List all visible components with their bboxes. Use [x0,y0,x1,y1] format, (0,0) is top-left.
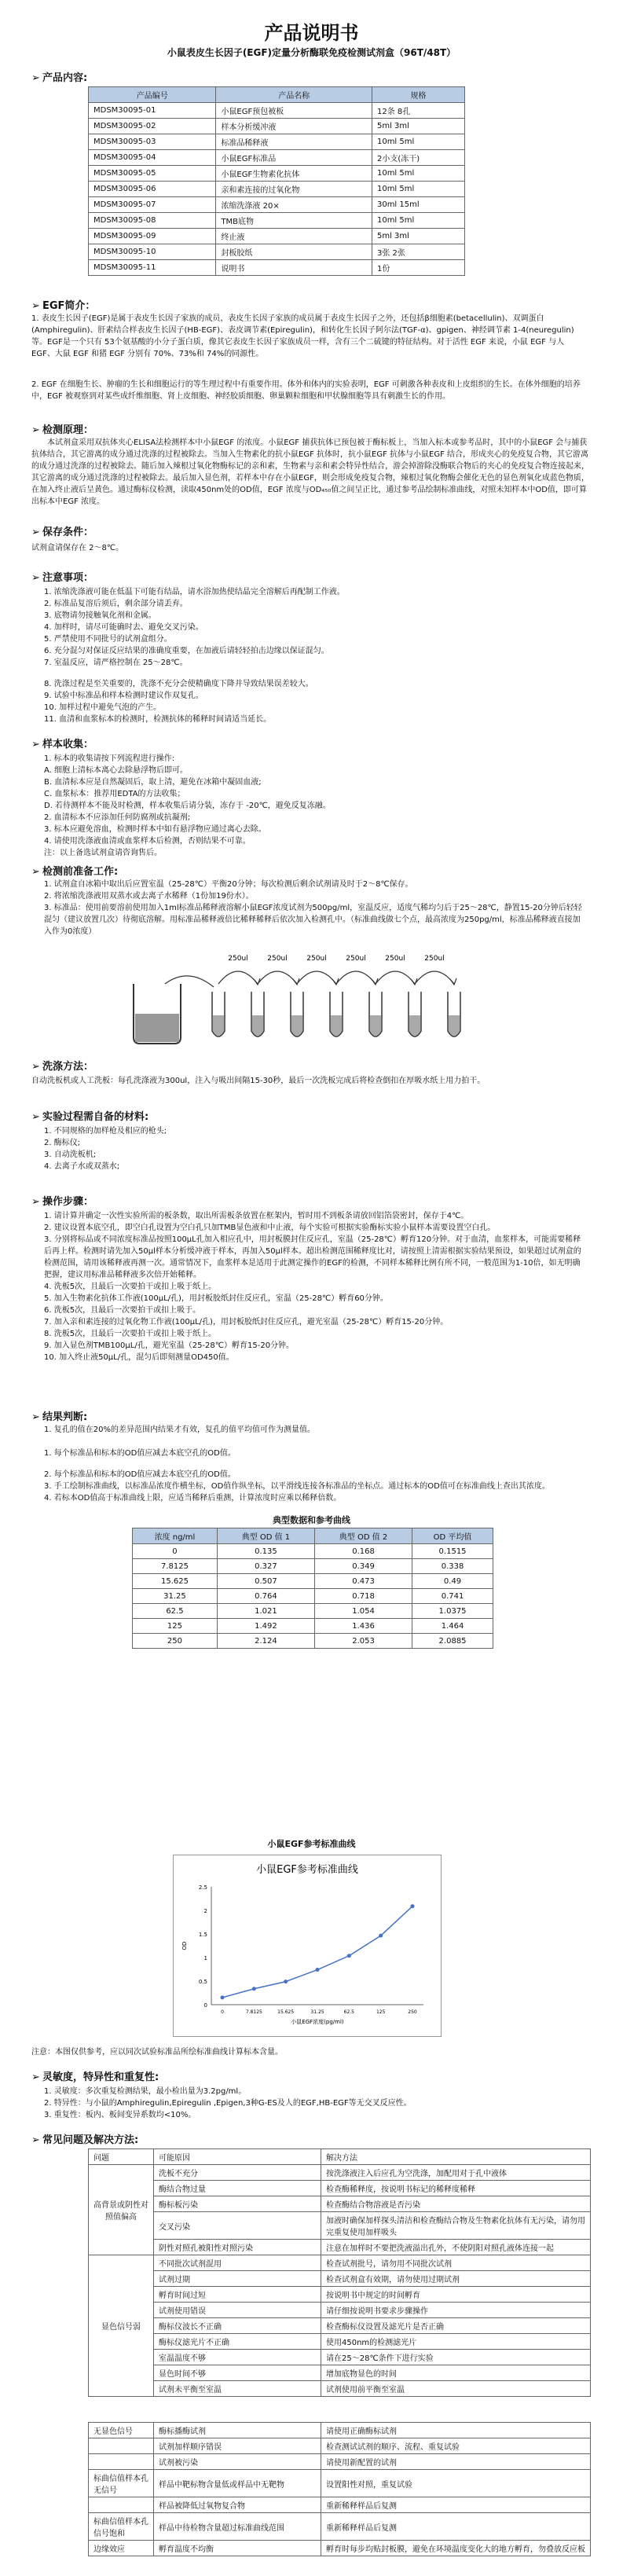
faq-cause: 酶结合物过量 [154,2181,321,2196]
principle-heading: ➢ 检测原理： [31,424,94,436]
table-cell: 0.473 [315,1574,412,1589]
faq-cause: 洗板不充分 [154,2165,321,2181]
table-cell: 0.338 [412,1559,493,1574]
sample-item: A. 细胞上清标本离心去除悬浮物后即可。 [44,766,189,775]
faq-problem: 高背景或阴性对照值偏高 [89,2165,154,2255]
notes-list [44,586,586,725]
x-tick-label: 15.625 [277,2009,295,2015]
sensitivity-item: 2. 特异性：与小鼠的Amphiregulin,Epiregulin ,Epigen,3种G-ES及人的EGF,HB-EGF等无交叉反应性。 [44,2099,412,2108]
table-cell: 0.327 [217,1559,314,1574]
table-cell: 0.507 [217,1574,314,1589]
table-cell: 1份 [372,260,464,276]
table-cell: 1.0375 [412,1604,493,1619]
table-cell: MDSM30095-05 [89,166,216,182]
sensitivity-item: 1. 灵敏度：多次重复检测结果，最小检出量为3.2pg/ml。 [44,2087,247,2096]
faq-table-continued [88,2422,591,2556]
transfer-arrow [376,971,415,984]
contents-table [88,86,465,276]
washing-heading: ➢ 洗涤方法： [31,1061,94,1073]
table-row [89,2381,591,2397]
faq-problem [89,2454,154,2470]
data-point [221,1995,225,1999]
column-header: 解决方法 [321,2149,591,2165]
step-item: 5. 加入生物素化抗体工作液(100μL/孔)，用封板胶纸封住反应孔，室温（25-28℃）孵育60分钟。 [44,1294,388,1303]
sample-item: 4. 请使用洗涤液血清或血浆样本后检测，否则结果不可靠。 [44,837,251,846]
data-point [316,1968,320,1972]
test-tube-icon [212,992,225,1037]
x-tick-label: 31.25 [310,2009,324,2015]
test-tube-icon [291,992,303,1037]
faq-cause: 酶标播酶试剂 [154,2423,321,2438]
standard-curve-chart-box [173,1855,442,2037]
dilution-volume-label: 250ul [385,955,405,963]
table-cell: 0.1515 [412,1544,493,1559]
dilution-diagram [126,952,487,1047]
material-item: 2. 酶标仪; [44,1139,81,1147]
table-row [89,182,465,197]
faq-problem [89,2438,154,2454]
table-row [89,197,465,213]
step-item: 7. 加入亲和素连接的过氧化物工作液(100μL/孔)，用封板胶纸封住反应孔，避光室温（25-28℃）孵育15-20分钟。 [44,1318,449,1327]
table-cell: 小鼠EGF生物素化抗体 [216,166,372,182]
washing-text: 自动洗板机或人工洗板：每孔洗涤液为300ul，注入与吸出间隔15-30秒，最后一次洗板完成后将检查倒扣在厚吸水纸上用力拍干。 [31,1077,486,1085]
table-cell: 样本分析缓冲液 [216,119,372,134]
table-row [89,2334,591,2350]
y-tick-label: 0.5 [198,1979,207,1985]
table-row [89,2255,591,2271]
faq-solution: 检查酶标仪设置及滤光片是否正确 [321,2318,591,2334]
table-cell: 0.135 [217,1544,314,1559]
results-heading: ➢ 结果判断: [31,1411,88,1423]
table-row [89,103,465,119]
faq-solution: 检查酶稀释度，按说明书标记的稀释度稀释 [321,2181,591,2196]
test-tube-icon [251,992,264,1037]
faq-solution: 重新稀释样品后复测 [321,2513,591,2541]
faq-solution: 试剂使用前平衡至室温 [321,2381,591,2397]
faq-cause: 酶标仪波长不正确 [154,2318,321,2334]
faq-problem: 标曲信值样本孔无信号 [89,2470,154,2497]
table-cell: 5ml 3ml [372,119,464,134]
x-axis-label: 小鼠EGF浓度(pg/ml) [291,2019,344,2025]
faq-cause: 阴性对照孔被阳性对照污染 [154,2240,321,2255]
faq-heading: ➢ 常见问题及解决方法: [31,2134,139,2146]
table-cell: 终止液 [216,229,372,244]
x-tick-label: 62.5 [343,2009,355,2015]
table-cell: 10ml 5ml [372,182,464,197]
faq-cause: 酶标仪滤光片不正确 [154,2334,321,2350]
data-point [284,1980,288,1983]
faq-cause: 样品被降低过氧物复合物 [154,2497,321,2513]
table-cell: 5ml 3ml [372,229,464,244]
table-cell: MDSM30095-04 [89,150,216,166]
faq-solution: 检查酶结合物溶液是否污染 [321,2196,591,2212]
results-intro: 1. 复孔的值在20%的差异范围内结果才有效，复孔的值平均值可作为测量值。 [44,1426,315,1434]
note-item: 10. 加样过程中避免气泡的产生。 [44,703,162,712]
egf-intro-para-2: 2. EGF 在细胞生长、肿瘤的生长和细胞运行的等生理过程中有重要作用。体外和体内的实验表明，EGF 可刺激各种表皮和上皮组织的生长。在体外细胞的培养中，EGF 被观察到对某些成纤维细胞、肾上皮细胞、神经胶质细胞、卵巢颗粒细胞和甲状腺细胞等具有刺激生长的作用。 [31,380,581,401]
chart-title: 小鼠EGF参考标准曲线 [256,1864,358,1876]
faq-cause: 试剂使用错误 [154,2303,321,2318]
table-row [89,260,465,276]
x-tick-label: 0 [221,2009,224,2015]
faq-solution: 检查试剂批号，请勿用不同批次试剂 [321,2255,591,2271]
step-item: 3. 分别将标品或不同浓度标准品按照100μL孔加入相应孔中，用封板膜封住反应孔，室温（25-28℃）孵育120分钟。对于血清，血浆样本，可能需要稀释后再上样。检测时请先加入50μl样本分析缓冲液于样本，再加入50μl样本。超出检测范围稀释度比对，请按照上清需根据实验结果预设，如果超过试剂盒的检测范围，请用该稀释液再测一次。通常情况下，血浆样本是适用于此测定操作的EGF的检测，不同样本稀释比例有所不同，一般范围为1-10倍，如无明确把握，建议用标准品稀释液多次倍开始稀释。 [44,1235,581,1279]
table-row [89,2318,591,2334]
test-tube-icon [330,992,343,1037]
result-item [44,1459,586,1469]
sample-heading: ➢ 样本收集： [31,739,94,750]
faq-cause: 显色时间不够 [154,2365,321,2381]
faq-cause: 试剂未平衡至室温 [154,2381,321,2397]
faq-problem: 无显色信号 [89,2423,154,2438]
faq-solution: 按洗涤液注入后应孔为空洗涤，加配用对于孔中液体 [321,2165,591,2181]
sample-item: 注：以上备选试剂盒请咨询售后。 [44,849,162,857]
principle-text: 本试剂盒采用双抗体夹心ELISA法检测样本中小鼠EGF 的浓度。小鼠EGF 捕获抗体已预包被于酶标板上，当加入标本或参考品时，其中的小鼠EGF 会与捕获抗体结合，其它游离的成分通过洗涤的过程被除去。当加入生物素化的抗小鼠EGF 抗体时，抗小鼠EGF 抗体与小鼠EGF 结合，形成夹心的免疫复合物，其它游离的成分通过洗涤的过程被除去。随后加入辣根过氧化物酶标记的亲和素，生物素与亲和素会特异性结合，游会掉游除没酶联合物后的夹心的免疫复合物连接起来，其它游离的成分通过洗涤的过程被除去。最后加入显色剂，若样本中存在小鼠EGF，则会形成免疫复合物，辣根过氧化物酶会催化无色的显色剂氧化成蓝色物质，在加入终止液后呈黄色。通过酶标仪检测，读取450nm处的OD值，EGF 浓度与OD₄₅₀值之间呈正比，通过参考品绘制标准曲线，对照未知样本中OD值，即可算出标本中EGF 浓度。 [31,439,589,506]
table-cell: 0 [133,1544,218,1559]
x-tick-label: 250 [408,2009,417,2015]
faq-solution: 重新稀释样品后复测 [321,2497,591,2513]
dilution-volume-label: 250ul [424,955,445,963]
column-header: 典型 OD 值 1 [217,1528,314,1544]
faq-solution: 请在25～28℃条件下进行实验 [321,2350,591,2365]
table-row [89,2196,591,2212]
table-cell: 2小支(冻干) [372,150,464,166]
table-cell: 说明书 [216,260,372,276]
faq-cause: 酶标板污染 [154,2196,321,2212]
x-tick-label: 125 [376,2009,386,2015]
note-item: 11. 血清和血浆标本的检测时，检测抗体的稀释时间请适当延长。 [44,715,272,724]
faq-solution: 使用450nm的检测滤光片 [321,2334,591,2350]
table-cell: MDSM30095-02 [89,119,216,134]
ref-table-caption: 典型数据和参考曲线 [273,1515,350,1525]
transfer-arrow [258,971,297,984]
column-header: 产品编号 [89,87,216,103]
table-row [89,2287,591,2303]
faq-solution: 注意在加样时不要把洗液溢出孔外，不使阴阳对照孔液体连接一起 [321,2240,591,2255]
table-row [89,2497,591,2513]
table-row [133,1574,493,1589]
table-cell: 62.5 [133,1604,218,1619]
table-row [133,1559,493,1574]
chart-caption: 小鼠EGF参考标准曲线 [267,1839,356,1849]
note-item: 3. 底物请勿接触氧化剂和金属。 [44,611,156,620]
column-header: 问题 [89,2149,154,2165]
table-cell: 0.168 [315,1544,412,1559]
chart-note: 注意：本图仅供参考，应以同次试验标准品所绘标准曲线计算标本含量。 [31,2048,283,2057]
table-cell: 1.492 [217,1619,314,1634]
table-cell: 2.124 [217,1634,314,1649]
note-item: 4. 加样时，请尽可能确时去、避免交叉污染。 [44,623,203,632]
results-list [44,1448,586,1504]
table-row [89,2541,591,2556]
step-item: 6. 洗板5次，且最后一次要拍干或扣上吸于。 [44,1306,201,1315]
table-cell: 0.741 [412,1589,493,1604]
step-item: 10. 加入终止液50μL/孔，混匀后即刻测量OD450值。 [44,1353,234,1362]
table-row [133,1589,493,1604]
transfer-arrow [336,971,376,984]
table-header-row [133,1528,493,1544]
table-row [133,1544,493,1559]
faq-cause: 试剂过期 [154,2271,321,2287]
table-cell: 1.054 [315,1604,412,1619]
table-cell: 1.464 [412,1619,493,1634]
column-header: 可能原因 [154,2149,321,2165]
transfer-arrow [297,971,336,984]
dilution-volume-label: 250ul [306,955,327,963]
sample-item: 3. 标本应避免溶血，检测时样本中如有悬浮物应通过离心去除。 [44,825,266,834]
egf-intro-para-1: 1. 表皮生长因子(EGF)是属于表皮生长因子家族的成员，表皮生长因子家族的成员属于表皮生长因子之外，还包括β细胞素(betacellulin)、双调蛋白(Amphiregulin)、肝素结合样表皮生长因子(HB-EGF)、表皮调节素(Epiregulin)，和转化生长因子阿尔法(TGF-α)、gpigen、神经调节素 1-4(neuregulin)等。EGF是一个只有 53个氨基酸的小分子蛋白质，像其它表皮生长因子家族成员一样，含有三个二硫键的特征结构。对于活性 EGF 来说，小鼠 EGF 与人 EGF、大鼠 EGF 和猪 EGF 分别有 70%、73%和 74%的同源性。 [31,314,574,358]
table-cell: 1.436 [315,1619,412,1634]
test-tube-icon [448,992,460,1037]
table-row [89,2423,591,2438]
y-axis-label: OD [181,1941,188,1950]
table-row [89,2454,591,2470]
contents-heading: ➢ 产品内容: [31,72,88,84]
storage-heading: ➢ 保存条件： [31,527,94,538]
table-row [89,119,465,134]
table-cell: 封板胶纸 [216,244,372,260]
table-cell: 浓缩洗涤液 20× [216,197,372,213]
table-cell: MDSM30095-08 [89,213,216,229]
faq-solution: 请使用正确酶标试剂 [321,2423,591,2438]
table-cell: 15.625 [133,1574,218,1589]
faq-solution: 设置阳性对照，重复试验 [321,2470,591,2497]
prep-item: 3. 标准品：使用前要溶前使用加入1ml标准品稀释液溶解小鼠EGF浓度试剂为500pg/ml，室温反应，适度气稀均匀后于25～28℃，静置15-20分钟后轻轻混匀（建议放置几次）待彻底溶解。用标准品稀释液倍比稀释稀释后依次加入检测孔中。（标准曲线做七个点，最高浓度为250pg/ml，标准品稀释液直接加入作为0浓度） [44,904,582,936]
table-cell: 标准品稀释液 [216,134,372,150]
steps-heading: ➢ 操作步骤： [31,1196,94,1208]
series-line [222,1906,412,1998]
page-subtitle: 小鼠表皮生长因子(EGF)定量分析酶联免疫检测试剂盒（96T/48T） [167,47,456,58]
y-tick-label: 2.5 [198,1884,207,1891]
table-row [89,2240,591,2255]
table-cell: 2.053 [315,1634,412,1649]
step-item: 1. 请计算并确定一次性实验所需的板条数，取出所需板条放置在框架内，暂时用不到板条请放回铝箔袋密封，保存于4℃。 [44,1212,469,1220]
table-cell: MDSM30095-07 [89,197,216,213]
note-item: 5. 严禁使用不同批号的试剂盒组分。 [44,635,172,644]
note-item: 6. 充分混匀对保证反应结果的准确度重要，在加液后请轻轻拍击边缘以保证混匀。 [44,647,329,655]
table-row [89,2303,591,2318]
table-row [89,2165,591,2181]
table-cell: 125 [133,1619,218,1634]
table-row [133,1619,493,1634]
standard-curve-chart [174,1855,441,2036]
table-cell: 250 [133,1634,218,1649]
prep-item: 2. 将浓缩洗涤液用双蒸水或去离子水稀释（1份加19份水）。 [44,892,254,901]
storage-text: 试剂盒请保存在 2～8℃。 [31,544,124,552]
test-tube-icon [409,992,421,1037]
steps-list [44,1210,586,1363]
y-tick-label: 1 [203,1955,207,1961]
table-row [89,150,465,166]
faq-solution: 加液时确保加样探头清洁和检查酶结合物及生物素化抗体有无污染，请勿用完重复使用加样吸头 [321,2212,591,2240]
result-item: 4. 若标本OD值高于标准曲线上限，应适当稀释后重测，计算浓度时应乘以稀释倍数。 [44,1494,342,1503]
page-title: 产品说明书 [264,22,359,44]
sample-item: D. 若待测样本不能及时检测，样本收集后请分装，冻存于 -20℃，避免反复冻融。 [44,802,331,810]
column-header: 产品名称 [216,87,372,103]
table-cell: MDSM30095-09 [89,229,216,244]
prep-list [44,879,586,938]
faq-solution: 检查测试试剂的顺序、流程、重复试验 [321,2438,591,2454]
sample-item: 1. 标本的收集请按下列流程进行操作: [44,754,175,763]
dilution-volume-label: 250ul [228,955,248,963]
table-row [89,2470,591,2497]
faq-cause: 孵育温度不均衡 [154,2541,321,2556]
sensitivity-list [44,2086,586,2121]
dilution-volume-label: 250ul [346,955,366,963]
beaker-icon [134,984,181,1044]
faq-cause: 样品中待检物含量超过标准曲线范围 [154,2513,321,2541]
step-item: 4. 洗板5次，且最后一次要拍干或扣上吸于纸上。 [44,1282,217,1291]
column-header: 规格 [372,87,464,103]
column-header: OD 平均值 [412,1528,493,1544]
step-item: 2. 建议设置本底空孔，即空白孔设置为空白孔只加TMB显色液和中止液，每个实验可根据实验酶标实验小鼠样本需要设置空白孔。 [44,1224,496,1232]
table-row [89,244,465,260]
table-row [89,229,465,244]
faq-cause: 交叉污染 [154,2212,321,2240]
table-cell: TMB底物 [216,213,372,229]
note-item: 9. 试验中标准品和样本检测时建议作双复孔。 [44,692,203,700]
table-cell: 2.0885 [412,1634,493,1649]
table-cell: MDSM30095-03 [89,134,216,150]
table-row [89,2365,591,2381]
faq-table [88,2149,591,2397]
faq-solution: 孵育时每步均贴封板膜，避免在环境温度变化大的地方孵育，勿叠放反应板 [321,2541,591,2556]
faq-cause: 试剂被污染 [154,2454,321,2470]
sensitivity-item: 3. 重复性：板内、板间变异系数均<10%。 [44,2111,196,2119]
sample-item: 2. 血清标本不应添加任何防腐剂或抗凝剂; [44,813,191,822]
sample-list [44,753,586,859]
result-item: 2. 每个标准品和标本的OD值应减去本底空孔的OD值。 [44,1470,236,1479]
table-row [89,2212,591,2240]
table-cell: 亲和素连接的过氧化物 [216,182,372,197]
faq-cause: 样品中靶标物含量低或样品中无靶物 [154,2470,321,2497]
table-cell: 小鼠EGF标准品 [216,150,372,166]
table-row [133,1634,493,1649]
table-row [89,2350,591,2365]
table-cell: 3张 2张 [372,244,464,260]
notes-heading: ➢ 注意事项： [31,572,94,584]
transfer-arrow [218,971,258,984]
table-cell: MDSM30095-11 [89,260,216,276]
data-point [252,1987,256,1991]
result-item: 3. 手工绘制标准曲线，以标准品浓度作横坐标，OD值作纵坐标，以平滑线连接各标准品的坐标点。通过标本的OD值可在标准曲线上查出其浓度。 [44,1482,550,1491]
note-item: 8. 洗涤过程是至关重要的，洗涤不充分会使精确度下降并导致结果误差较大。 [44,680,313,688]
column-header: 典型 OD 值 2 [315,1528,412,1544]
step-item: 9. 加入显色剂TMB100μL/孔，避光室温（25-28℃）孵育15-20分钟。 [44,1341,295,1350]
prep-heading: ➢ 检测前准备工作: [31,866,119,878]
sample-item: B. 血清标本应是自然凝固后，取上清，避免在冰箱中凝固血液; [44,778,262,787]
test-tube-icon [369,992,382,1037]
result-item: 1. 每个标准品和标本的OD值应减去本底空孔的OD值。 [44,1449,236,1458]
y-tick-label: 0 [203,2002,207,2009]
table-header-row [89,87,465,103]
table-cell: 10ml 5ml [372,213,464,229]
faq-solution: 请仔细按说明书要求步骤操作 [321,2303,591,2318]
table-row [89,134,465,150]
table-row [89,2181,591,2196]
table-row [133,1604,493,1619]
faq-problem: 边缘效应 [89,2541,154,2556]
y-tick-label: 2 [203,1908,207,1914]
faq-problem: 标曲信值样本孔信号饱和 [89,2513,154,2541]
table-row [89,2513,591,2541]
table-cell: 12条 8孔 [372,103,464,119]
material-item: 1. 不同规格的加样枪及相应的枪头; [44,1127,167,1136]
x-tick-label: 7.8125 [245,2009,262,2015]
table-cell: MDSM30095-10 [89,244,216,260]
note-item: 7. 室温反应，请严格控制在 25～28℃。 [44,659,188,667]
faq-solution: 请使用新配置的试剂 [321,2454,591,2470]
table-row [89,2438,591,2454]
faq-problem: 显色信号弱 [89,2255,154,2397]
table-row [89,213,465,229]
faq-solution: 增加底物显色的时间 [321,2365,591,2381]
dilution-volume-label: 250ul [267,955,288,963]
sensitivity-heading: ➢ 灵敏度，特异性和重复性: [31,2071,159,2083]
transfer-arrow [165,976,214,987]
table-cell: 30ml 15ml [372,197,464,213]
faq-problem [89,2497,154,2513]
table-cell: 0.349 [315,1559,412,1574]
y-tick-label: 1.5 [198,1932,207,1938]
note-item: 2. 标准品复溶后须后，剩余部分请丢弃。 [44,600,188,608]
note-item [44,669,586,678]
arrow-head [450,978,456,985]
material-item: 4. 去离子水或双蒸水; [44,1162,120,1171]
column-header: 浓度 ng/ml [133,1528,218,1544]
faq-solution: 按说明书中规定的时间孵育 [321,2287,591,2303]
data-point [347,1954,351,1958]
table-cell: 0.718 [315,1589,412,1604]
table-row [89,166,465,182]
prep-item: 1. 试剂盒自冰箱中取出后应置室温（25-28℃）平衡20分钟；每次检测后剩余试剂请及时于2～8℃保存。 [44,880,413,889]
note-item: 1. 浓缩洗涤液可能在低温下可能有结晶，请水浴加热使结晶完全溶解后再配制工作液。 [44,588,345,596]
faq-cause: 试剂加样顺序错误 [154,2438,321,2454]
faq-cause: 不同批次试剂混用 [154,2255,321,2271]
faq-solution: 检查试剂盒有效期，请勿使用过期试剂 [321,2271,591,2287]
table-row [89,2271,591,2287]
data-point [379,1934,383,1938]
transfer-arrow [415,971,454,984]
table-cell: 10ml 5ml [372,166,464,182]
faq-cause: 室温温度不够 [154,2350,321,2365]
reference-data-table [132,1528,493,1649]
sample-item: C. 血浆标本：推荐用EDTA的方法收集； [44,790,185,798]
data-point [411,1904,415,1908]
table-cell: MDSM30095-01 [89,103,216,119]
table-cell: 0.49 [412,1574,493,1589]
egf-intro-heading: ➢ EGF简介： [31,300,96,312]
faq-cause: 孵育时间过短 [154,2287,321,2303]
material-item: 3. 自动洗板机; [44,1150,97,1159]
table-cell: 小鼠EGF预包被板 [216,103,372,119]
table-cell: 7.8125 [133,1559,218,1574]
table-cell: MDSM30095-06 [89,182,216,197]
table-cell: 10ml 5ml [372,134,464,150]
materials-list [44,1125,586,1172]
materials-heading: ➢ 实验过程需自备的材料: [31,1111,149,1123]
table-header-row [89,2149,591,2165]
table-cell: 0.764 [217,1589,314,1604]
table-cell: 31.25 [133,1589,218,1604]
step-item: 8. 洗板5次，且最后一次要拍干或扣上吸于纸上。 [44,1330,217,1338]
table-cell: 1.021 [217,1604,314,1619]
